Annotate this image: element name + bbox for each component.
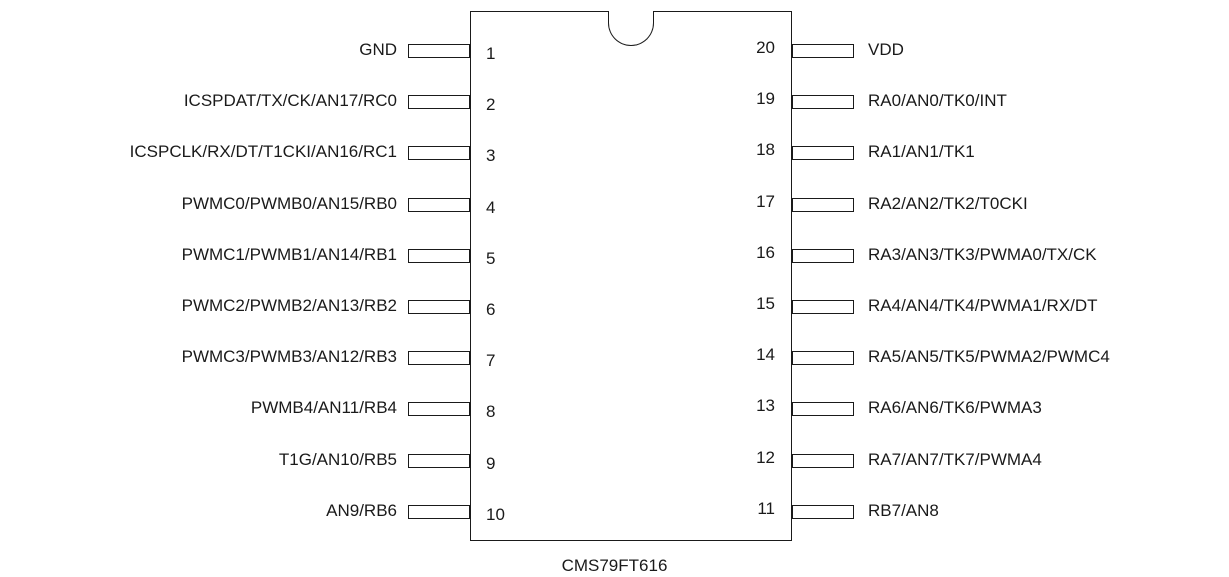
left-pin-number: 10 bbox=[486, 505, 505, 524]
part-name-label: CMS79FT616 bbox=[561, 556, 668, 575]
left-pin-number: 4 bbox=[486, 198, 496, 217]
right-pin-label: RA2/AN2/TK2/T0CKI bbox=[868, 194, 1028, 213]
right-pin-number: 19 bbox=[756, 89, 775, 108]
left-pin-lead bbox=[408, 402, 470, 416]
right-pin-number: 18 bbox=[756, 140, 775, 159]
right-pin-number: 11 bbox=[757, 499, 775, 518]
left-pin-number: 3 bbox=[486, 146, 496, 165]
right-pin-lead bbox=[792, 505, 854, 519]
right-pin-number: 13 bbox=[756, 396, 775, 415]
right-pin-lead bbox=[792, 146, 854, 160]
left-pin-lead bbox=[408, 146, 470, 160]
left-pin-lead bbox=[408, 198, 470, 212]
left-pin-label: T1G/AN10/RB5 bbox=[278, 450, 397, 469]
left-pin-label: PWMC1/PWMB1/AN14/RB1 bbox=[181, 245, 397, 264]
right-pin-lead bbox=[792, 249, 854, 263]
left-pin-label: AN9/RB6 bbox=[326, 501, 397, 520]
right-pin-lead bbox=[792, 402, 854, 416]
left-pin-number: 5 bbox=[486, 249, 496, 268]
left-pin-label: ICSPCLK/RX/DT/T1CKI/AN16/RC1 bbox=[129, 142, 397, 161]
right-pin-label: RA4/AN4/TK4/PWMA1/RX/DT bbox=[868, 296, 1098, 315]
right-pin-label: VDD bbox=[868, 40, 904, 59]
right-pin-label: RA0/AN0/TK0/INT bbox=[868, 91, 1007, 110]
right-pin-number: 20 bbox=[756, 38, 775, 57]
right-pin-number: 14 bbox=[756, 345, 775, 364]
right-pin-lead bbox=[792, 95, 854, 109]
left-pin-label: PWMC0/PWMB0/AN15/RB0 bbox=[181, 194, 397, 213]
right-pin-lead bbox=[792, 198, 854, 212]
right-pin-number: 17 bbox=[756, 192, 775, 211]
left-pin-lead bbox=[408, 249, 470, 263]
left-pin-number: 1 bbox=[486, 44, 496, 63]
left-pin-number: 8 bbox=[486, 402, 496, 421]
right-pin-label: RA3/AN3/TK3/PWMA0/TX/CK bbox=[868, 245, 1097, 264]
left-pin-label: PWMC2/PWMB2/AN13/RB2 bbox=[181, 296, 397, 315]
right-pin-number: 15 bbox=[756, 294, 775, 313]
left-pin-label: ICSPDAT/TX/CK/AN17/RC0 bbox=[183, 91, 397, 110]
left-pin-label: PWMC3/PWMB3/AN12/RB3 bbox=[181, 347, 397, 366]
left-pin-lead bbox=[408, 351, 470, 365]
left-pin-number: 9 bbox=[486, 454, 496, 473]
chip-body bbox=[470, 11, 792, 541]
right-pin-number: 12 bbox=[756, 448, 775, 467]
right-pin-label: RA1/AN1/TK1 bbox=[868, 142, 975, 161]
left-pin-lead bbox=[408, 95, 470, 109]
right-pin-lead bbox=[792, 351, 854, 365]
left-pin-label: GND bbox=[359, 40, 397, 59]
right-pin-number: 16 bbox=[756, 243, 775, 262]
left-pin-lead bbox=[408, 454, 470, 468]
left-pin-number: 6 bbox=[486, 300, 496, 319]
left-pin-lead bbox=[408, 505, 470, 519]
left-pin-label: PWMB4/AN11/RB4 bbox=[250, 398, 397, 417]
right-pin-lead bbox=[792, 300, 854, 314]
right-pin-label: RB7/AN8 bbox=[868, 501, 939, 520]
left-pin-number: 2 bbox=[486, 95, 496, 114]
right-pin-lead bbox=[792, 454, 854, 468]
right-pin-label: RA7/AN7/TK7/PWMA4 bbox=[868, 450, 1042, 469]
left-pin-number: 7 bbox=[486, 351, 496, 370]
right-pin-label: RA5/AN5/TK5/PWMA2/PWMC4 bbox=[868, 347, 1110, 366]
left-pin-lead bbox=[408, 300, 470, 314]
right-pin-lead bbox=[792, 44, 854, 58]
right-pin-label: RA6/AN6/TK6/PWMA3 bbox=[868, 398, 1042, 417]
left-pin-lead bbox=[408, 44, 470, 58]
